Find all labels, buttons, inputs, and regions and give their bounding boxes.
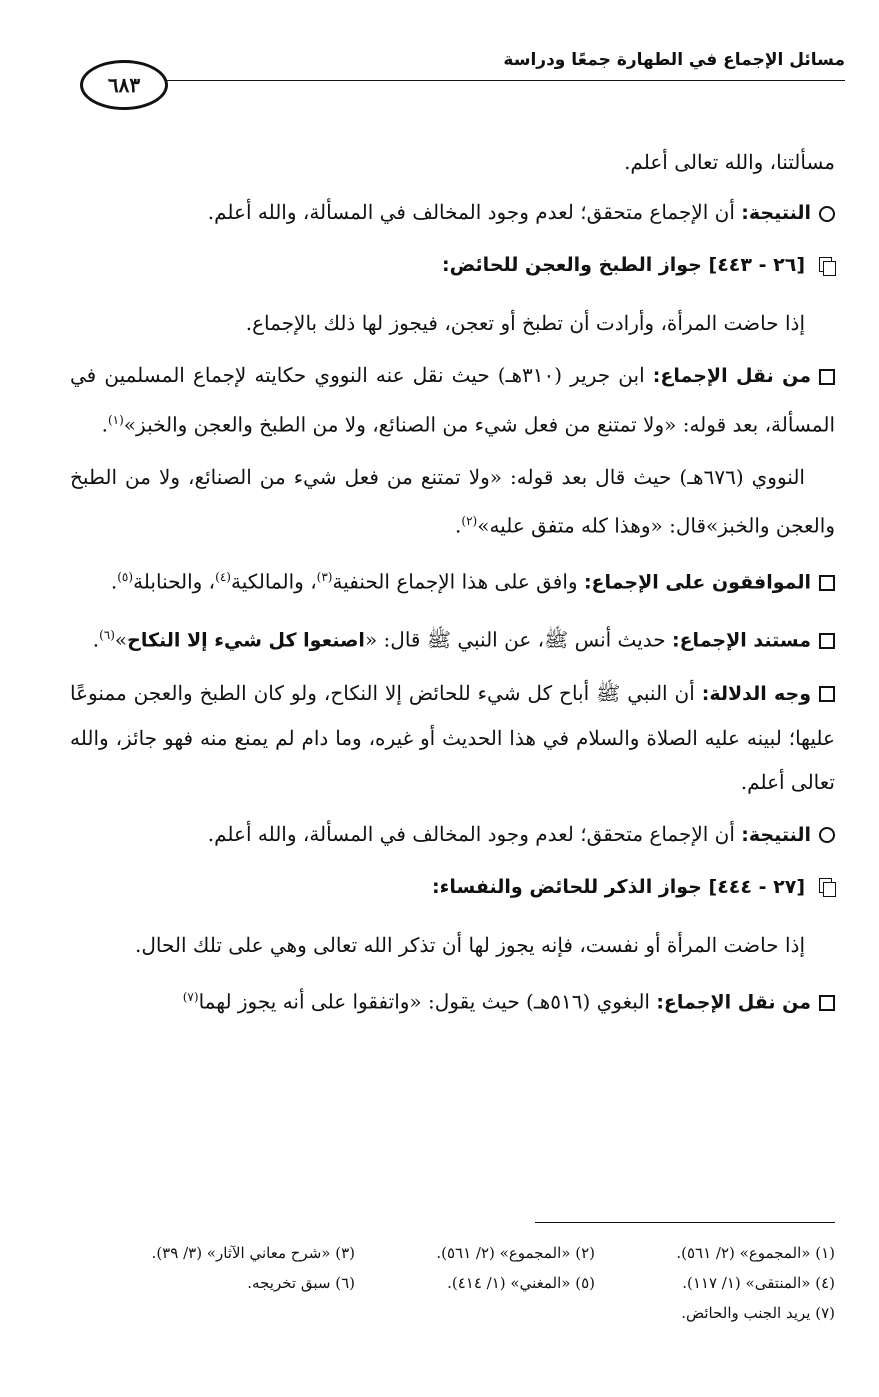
page-number-text: ٦٨٣ bbox=[107, 73, 141, 97]
transmitter-text: البغوي (٥١٦هـ) حيث يقول: «واتفقوا على أنه يجوز لهما bbox=[198, 989, 657, 1014]
square-bullet-icon bbox=[819, 995, 835, 1011]
agreeing-heading: الموافقون على الإجماع: bbox=[583, 571, 811, 594]
basis-text: حديث أنس ﷺ، عن النبي ﷺ قال: « bbox=[364, 627, 672, 652]
paragraph: مسألتنا، والله تعالى أعلم. bbox=[624, 150, 835, 174]
transmitter-text: ابن جرير (٣١٠هـ) حيث نقل عنه النووي حكايته لإجماع المسلمين في المسألة، بعد قوله: «ولا تمتنع من فعل شيء من الصنائع، ولا من الطبخ والعجن والخبز» bbox=[70, 363, 835, 437]
nawawi-paragraph bbox=[70, 455, 835, 548]
quote-close: » bbox=[114, 627, 128, 652]
period: . bbox=[110, 569, 118, 594]
page-body bbox=[70, 140, 835, 1032]
period: . bbox=[92, 627, 100, 652]
footnotes bbox=[70, 1238, 835, 1328]
basis-heading: مستند الإجماع: bbox=[671, 629, 811, 652]
footnote: (٥) «المغني» (١/ ٤١٤). bbox=[447, 1274, 595, 1292]
period: . bbox=[101, 412, 108, 437]
evidence-text: أن النبي ﷺ أباح كل شيء للحائض إلا النكاح، ولو كان الطبخ والعجن ممنوعًا عليها؛ لبينه عليه الصلاة والسلام في هذا الحديث أو غيره، وما دام لم يمنع منه فهو جائز، والله تعالى أعلم. bbox=[70, 680, 835, 794]
square-bullet-icon bbox=[819, 575, 835, 591]
footnote-row bbox=[70, 1268, 835, 1298]
nawawi-text: النووي (٦٧٦هـ) حيث قال بعد قوله: «ولا تمتنع من فعل شيء من الصنائع، ولا من الطبخ والعجن والخبز»قال: «وهذا كله متفق عليه» bbox=[70, 464, 835, 538]
footnote-ref: (١) bbox=[107, 413, 124, 427]
result-text: أن الإجماع متحقق؛ لعدم وجود المخالف في المسألة، والله أعلم. bbox=[207, 821, 742, 846]
result-paragraph bbox=[70, 190, 835, 235]
agreeing-text: ، والحنابلة bbox=[133, 569, 216, 594]
footnote-ref: (٢) bbox=[461, 513, 478, 528]
documents-icon bbox=[819, 257, 835, 275]
section-title-text: [٢٧ - ٤٤٤] جواز الذكر للحائض والنفساء: bbox=[432, 875, 805, 898]
circle-bullet-icon bbox=[819, 206, 835, 222]
transmitter-heading: من نقل الإجماع: bbox=[652, 365, 811, 387]
footnote: (٢) «المجموع» (٢/ ٥٦١). bbox=[436, 1244, 595, 1262]
footnote: (٣) «شرح معاني الآثار» (٣/ ٣٩). bbox=[151, 1244, 355, 1262]
circle-bullet-icon bbox=[819, 827, 835, 843]
result-paragraph bbox=[70, 812, 835, 857]
transmitter-paragraph bbox=[70, 975, 835, 1025]
footnote-ref: (٦) bbox=[99, 627, 115, 642]
footnote-ref: (٤) bbox=[215, 570, 231, 585]
period: . bbox=[455, 513, 462, 538]
footnote: (٦) سبق تخريجه. bbox=[247, 1274, 355, 1292]
agreeing-text: ، والمالكية bbox=[230, 569, 317, 594]
footnote-ref: (٥) bbox=[117, 570, 134, 585]
square-bullet-icon bbox=[819, 633, 835, 649]
header-rule bbox=[160, 80, 845, 81]
footnote: (٤) «المنتقى» (١/ ١١٧). bbox=[682, 1274, 835, 1292]
paragraph: إذا حاضت المرأة، وأرادت أن تطبخ أو تعجن، فيجوز لها ذلك بالإجماع. bbox=[245, 311, 805, 335]
section-title-26 bbox=[70, 243, 835, 287]
evidence-paragraph bbox=[70, 671, 835, 804]
footnote-row bbox=[70, 1298, 835, 1328]
footnote: (١) «المجموع» (٢/ ٥٦١). bbox=[676, 1244, 835, 1262]
square-bullet-icon bbox=[819, 686, 835, 702]
footnote: (٧) يريد الجنب والحائض. bbox=[681, 1304, 835, 1322]
documents-icon bbox=[819, 878, 835, 896]
section-title-text: [٢٦ - ٤٤٣] جواز الطبخ والعجن للحائض: bbox=[442, 254, 805, 276]
square-bullet-icon bbox=[819, 369, 835, 385]
transmitter-paragraph bbox=[70, 353, 835, 447]
footnote-ref: (٣) bbox=[316, 570, 333, 585]
footnote-row bbox=[70, 1238, 835, 1268]
agreeing-text: وافق على هذا الإجماع الحنفية bbox=[332, 569, 584, 594]
result-text: أن الإجماع متحقق؛ لعدم وجود المخالف في المسألة، والله أعلم. bbox=[207, 200, 742, 224]
page-number bbox=[80, 60, 168, 110]
footnote-rule bbox=[535, 1222, 835, 1223]
result-heading: النتيجة: bbox=[741, 823, 811, 846]
footnote-ref: (٧) bbox=[182, 989, 199, 1004]
page-header bbox=[80, 44, 845, 104]
evidence-heading: وجه الدلالة: bbox=[701, 682, 812, 705]
agreeing-paragraph bbox=[70, 555, 835, 605]
paragraph: إذا حاضت المرأة أو نفست، فإنه يجوز لها أن تذكر الله تعالى وهي على تلك الحال. bbox=[134, 932, 805, 957]
basis-paragraph bbox=[70, 613, 835, 663]
running-title: مسائل الإجماع في الطهارة جمعًا ودراسة bbox=[503, 50, 845, 70]
transmitter-heading: من نقل الإجماع: bbox=[656, 991, 811, 1014]
hadith-quote: اصنعوا كل شيء إلا النكاح bbox=[127, 629, 365, 652]
result-heading: النتيجة: bbox=[741, 202, 811, 224]
section-title-27 bbox=[70, 865, 835, 909]
